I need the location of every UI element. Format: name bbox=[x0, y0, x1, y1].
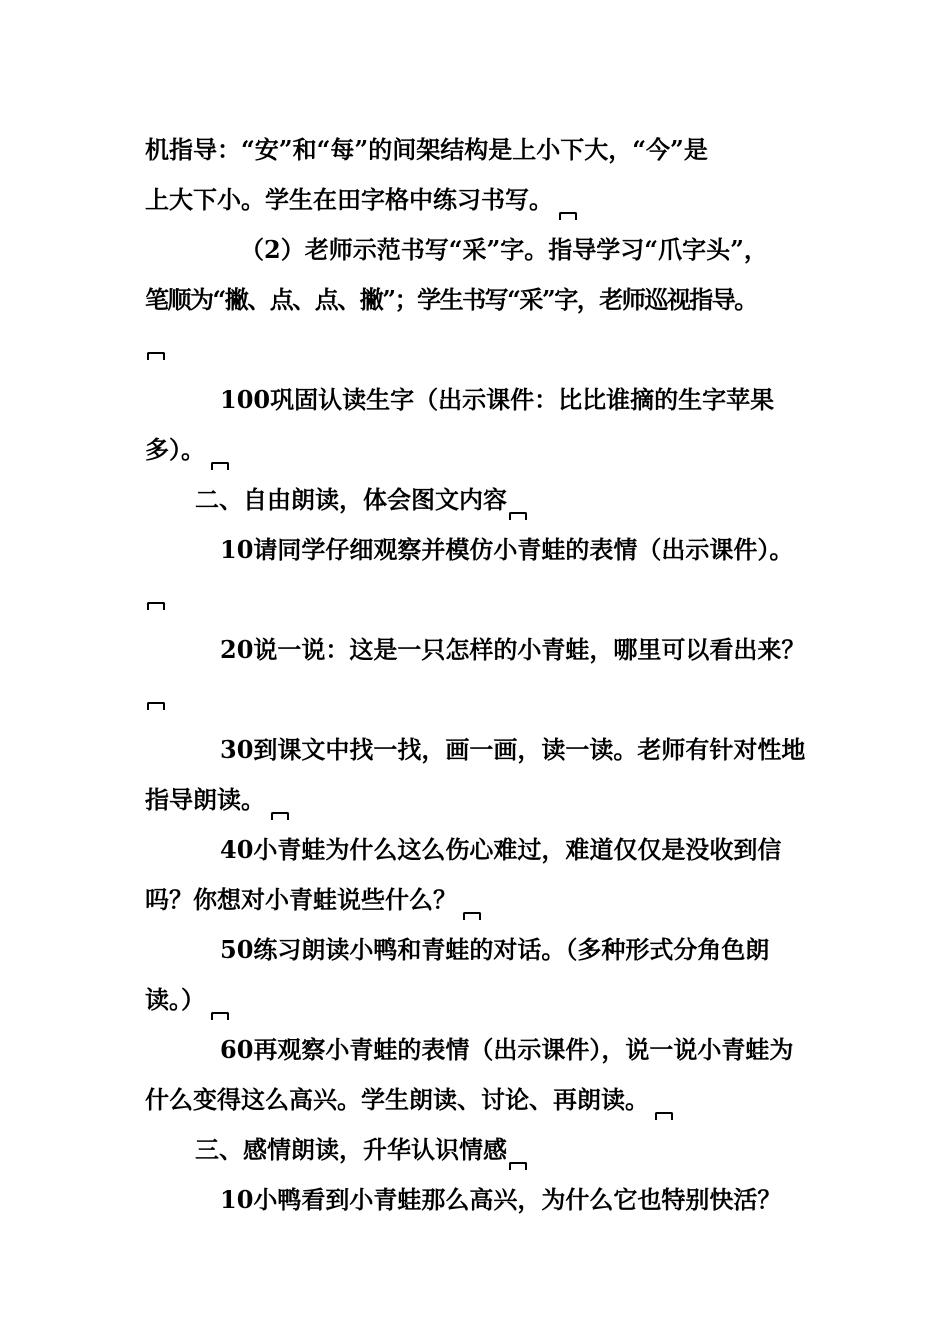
paragraph-mark-icon bbox=[211, 1012, 229, 1020]
line-text: 10小鸭看到小青蛙那么高兴，为什么它也特别快活？ bbox=[220, 1185, 782, 1214]
paragraph-mark-icon bbox=[509, 1162, 527, 1170]
paragraph-mark-icon bbox=[211, 462, 229, 470]
paragraph-line bbox=[145, 980, 229, 1020]
paragraph-line bbox=[220, 1030, 793, 1070]
paragraph-mark-icon bbox=[559, 212, 577, 220]
paragraph-mark-icon bbox=[463, 912, 481, 920]
line-text: 吗？你想对小青蛙说些什么？ bbox=[145, 885, 457, 914]
paragraph-line bbox=[145, 130, 708, 170]
paragraph-line bbox=[145, 280, 757, 320]
paragraph-mark-icon bbox=[271, 812, 289, 820]
line-text: 什么变得这么高兴。学生朗读、讨论、再朗读。 bbox=[145, 1085, 649, 1114]
line-text: 指导朗读。 bbox=[145, 785, 265, 814]
paragraph-line bbox=[220, 930, 769, 970]
line-text: （2）老师示范书写“采”字。指导学习“爪字头”， bbox=[240, 235, 768, 264]
line-text: 100巩固认读生字（出示课件：比比谁摘的生字苹果 bbox=[220, 385, 775, 414]
paragraph-line bbox=[145, 780, 289, 820]
paragraph-mark-icon bbox=[509, 512, 527, 520]
paragraph-line bbox=[220, 380, 774, 420]
paragraph-line bbox=[220, 1180, 781, 1220]
line-text: 笔顺为“撇、点、点、撇”；学生书写“采”字，老师巡视指导。 bbox=[145, 285, 757, 314]
line-text: 读。） bbox=[145, 985, 205, 1014]
paragraph-line bbox=[220, 830, 781, 870]
line-text: 10请同学仔细观察并模仿小青蛙的表情（出示课件）。 bbox=[220, 535, 794, 564]
section-heading bbox=[195, 480, 527, 520]
line-text: 60再观察小青蛙的表情（出示课件），说一说小青蛙为 bbox=[220, 1035, 794, 1064]
paragraph-line bbox=[220, 730, 805, 770]
paragraph-line bbox=[220, 530, 793, 570]
paragraph-line bbox=[220, 630, 805, 670]
line-text: 50练习朗读小鸭和青蛙的对话。（多种形式分角色朗 bbox=[220, 935, 770, 964]
paragraph-mark-icon bbox=[147, 352, 165, 360]
line-text: 40小青蛙为什么这么伤心难过，难道仅仅是没收到信 bbox=[220, 835, 782, 864]
line-text: 机指导：“安”和“每”的间架结构是上小下大，“今”是 bbox=[145, 135, 708, 164]
paragraph-line bbox=[240, 230, 768, 270]
line-text: 20说一说：这是一只怎样的小青蛙，哪里可以看出来？ bbox=[220, 635, 806, 664]
section-heading bbox=[195, 1130, 527, 1170]
paragraph-mark-icon bbox=[147, 702, 165, 710]
paragraph-line bbox=[145, 880, 481, 920]
line-text: 上大下小。学生在田字格中练习书写。 bbox=[145, 185, 553, 214]
paragraph-line bbox=[145, 430, 229, 470]
line-text: 多）。 bbox=[145, 435, 205, 464]
line-text: 二、自由朗读，体会图文内容 bbox=[195, 485, 507, 514]
paragraph-line bbox=[145, 180, 577, 220]
paragraph-mark-icon bbox=[147, 602, 165, 610]
line-text: 30到课文中找一找，画一画，读一读。老师有针对性地 bbox=[220, 735, 806, 764]
paragraph-line bbox=[145, 1080, 673, 1120]
paragraph-mark-icon bbox=[655, 1112, 673, 1120]
line-text: 三、感情朗读，升华认识情感 bbox=[195, 1135, 507, 1164]
